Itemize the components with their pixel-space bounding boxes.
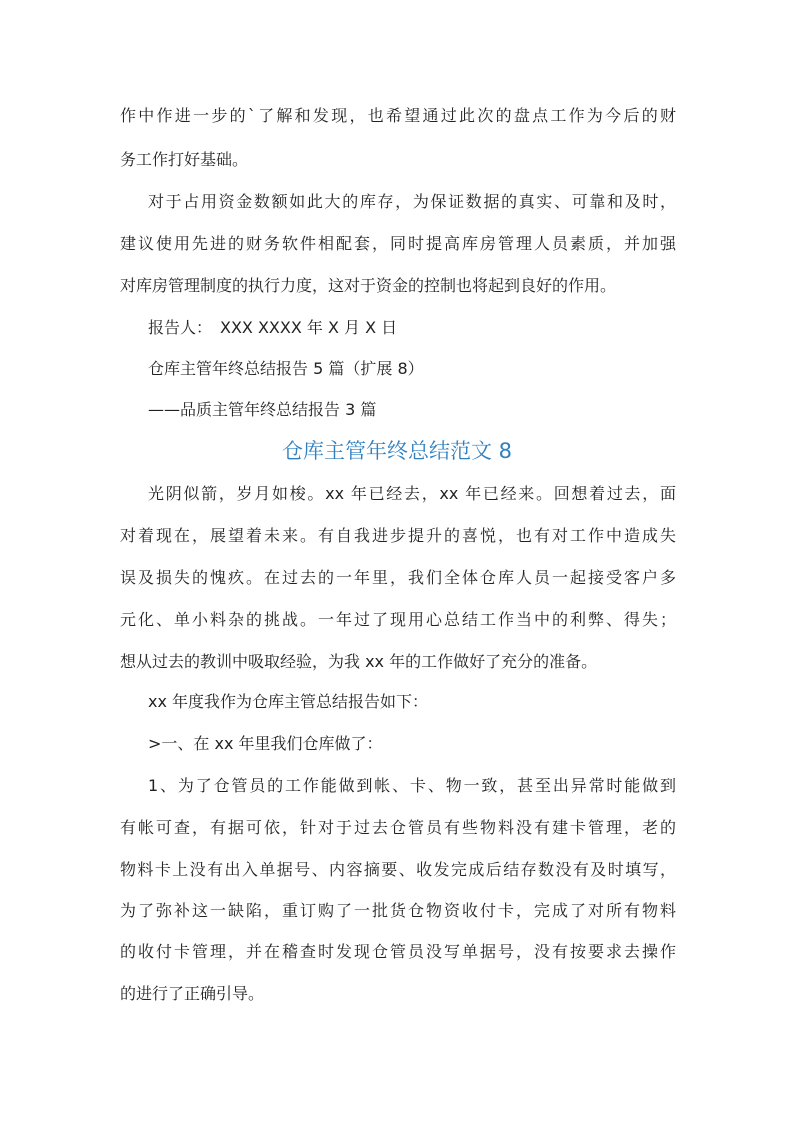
intro-paragraph-line-2: 对着现在，展望着未来。有自我进步提升的喜悦，也有对工作中造成失: [120, 526, 676, 545]
inventory-paragraph-line-1: 对于占用资金数额如此大的库存，为保证数据的真实、可靠和及时，: [148, 192, 676, 211]
intro-paragraph-line-3: 误及损失的愧疚。在过去的一年里，我们全体仓库人员一起接受客户多: [120, 568, 676, 587]
report-intro-line: xx 年度我作为仓库主管总结报告如下：: [148, 692, 429, 711]
extension-line: 仓库主管年终总结报告 5 篇（扩展 8）: [148, 359, 424, 378]
reporter-line: 报告人： XXX XXXX 年 X 月 X 日: [148, 318, 398, 337]
item-one-line-3: 物料卡上没有出入单据号、内容摘要、收发完成后结存数没有及时填写，: [120, 860, 676, 879]
section-one-heading: >一、在 xx 年里我们仓库做了：: [148, 734, 383, 753]
inventory-paragraph-line-2: 建议使用先进的财务软件相配套，同时提高库房管理人员素质，并加强: [120, 234, 676, 253]
top-paragraph-line-2: 务工作打好基础。: [120, 150, 249, 169]
related-report-line: ——品质主管年终总结报告 3 篇: [148, 400, 377, 419]
item-one-line-1: 1、为了仓管员的工作能做到帐、卡、物一致，甚至出异常时能做到: [148, 776, 676, 795]
item-one-line-2: 有帐可查，有据可依，针对于过去仓管员有些物料没有建卡管理，老的: [120, 818, 676, 837]
intro-paragraph-line-4: 元化、单小料杂的挑战。一年过了现用心总结工作当中的利弊、得失；: [120, 610, 676, 629]
intro-paragraph-line-5: 想从过去的教训中吸取经验，为我 xx 年的工作做好了充分的准备。: [120, 652, 598, 671]
item-one-line-5: 的收付卡管理，并在稽查时发现仓管员没写单据号，没有按要求去操作: [120, 942, 676, 961]
item-one-line-4: 为了弥补这一缺陷，重订购了一批货仓物资收付卡，完成了对所有物料: [120, 901, 676, 920]
item-one-line-6: 的进行了正确引导。: [120, 984, 265, 1003]
top-paragraph-line-1: 作中作进一步的`了解和发现，也希望通过此次的盘点工作为今后的财: [120, 106, 676, 125]
inventory-paragraph-line-3: 对库房管理制度的执行力度，这对于资金的控制也将起到良好的作用。: [120, 276, 617, 295]
intro-paragraph-line-1: 光阴似箭，岁月如梭。xx 年已经去，xx 年已经来。回想着过去，面: [148, 484, 676, 503]
section-title: 仓库主管年终总结范文 8: [281, 439, 513, 463]
